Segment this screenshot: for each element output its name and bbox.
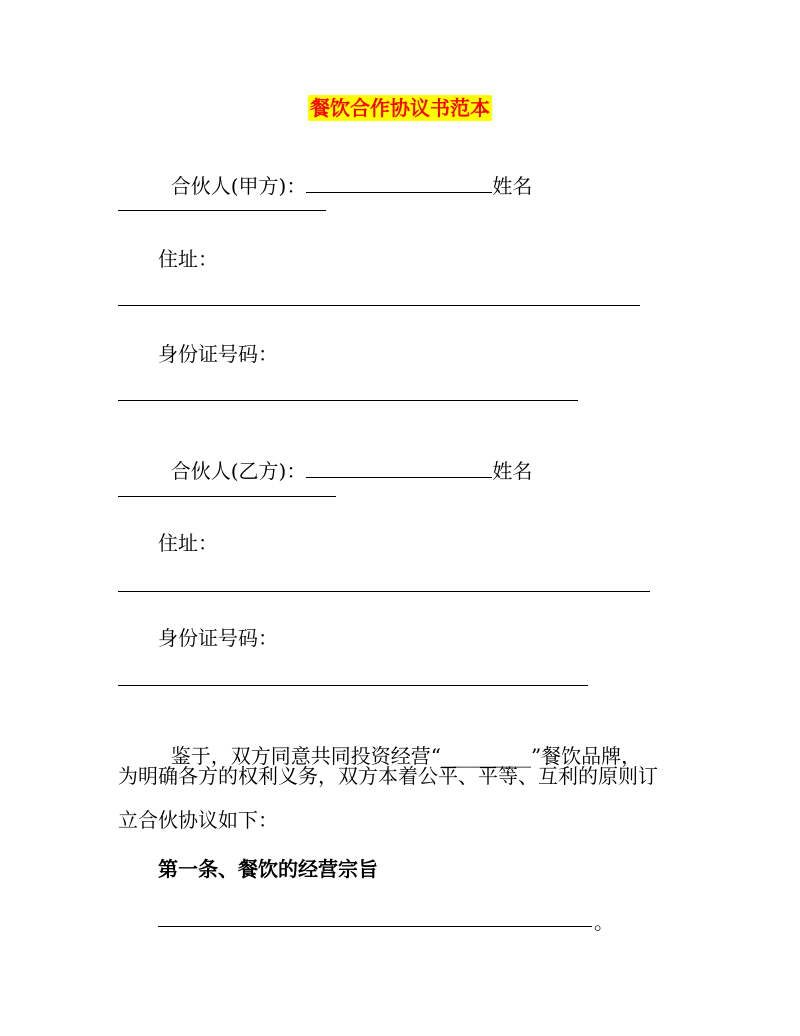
article-1-heading: 第一条、餐饮的经营宗旨: [158, 857, 378, 881]
party-b-label: 合伙人(乙方)：: [170, 459, 307, 483]
party-a-id-blank: [118, 400, 578, 401]
article-1-end-mark: 。: [594, 910, 614, 934]
party-a-name-label: 姓名: [492, 174, 533, 198]
document-title: 餐饮合作协议书范本: [310, 96, 490, 120]
party-a-blank: [306, 174, 492, 193]
party-a-label: 合伙人(甲方)：: [170, 174, 307, 198]
preamble-end: ”餐饮品牌，: [530, 744, 642, 768]
party-b-name-label: 姓名: [492, 459, 533, 483]
party-a-address-blank: [118, 305, 640, 306]
party-b-line: [158, 435, 532, 483]
preamble-line-2: 为明确各方的权利义务，双方本着公平、平等、互利的原则订: [118, 764, 658, 788]
party-a-id-label: 身份证号码：: [158, 342, 278, 366]
party-b-address-label: 住址：: [158, 531, 218, 555]
party-a-line: [158, 150, 532, 198]
preamble-line-1: [158, 720, 641, 768]
preamble-start: 鉴于，双方同意共同投资经营“: [170, 744, 441, 768]
party-a-address-label: 住址：: [158, 247, 218, 271]
party-b-name-blank: [118, 496, 336, 497]
party-b-blank: [306, 459, 492, 478]
party-b-id-label: 身份证号码：: [158, 626, 278, 650]
party-b-id-blank: [118, 685, 588, 686]
preamble-brand-blank: _________: [440, 744, 531, 768]
party-a-name-blank: [118, 210, 326, 211]
party-b-address-blank: [118, 591, 650, 592]
document-title-wrap: [0, 95, 800, 121]
preamble-line-3: 立合伙协议如下：: [118, 808, 278, 832]
article-1-blank: [158, 926, 592, 927]
